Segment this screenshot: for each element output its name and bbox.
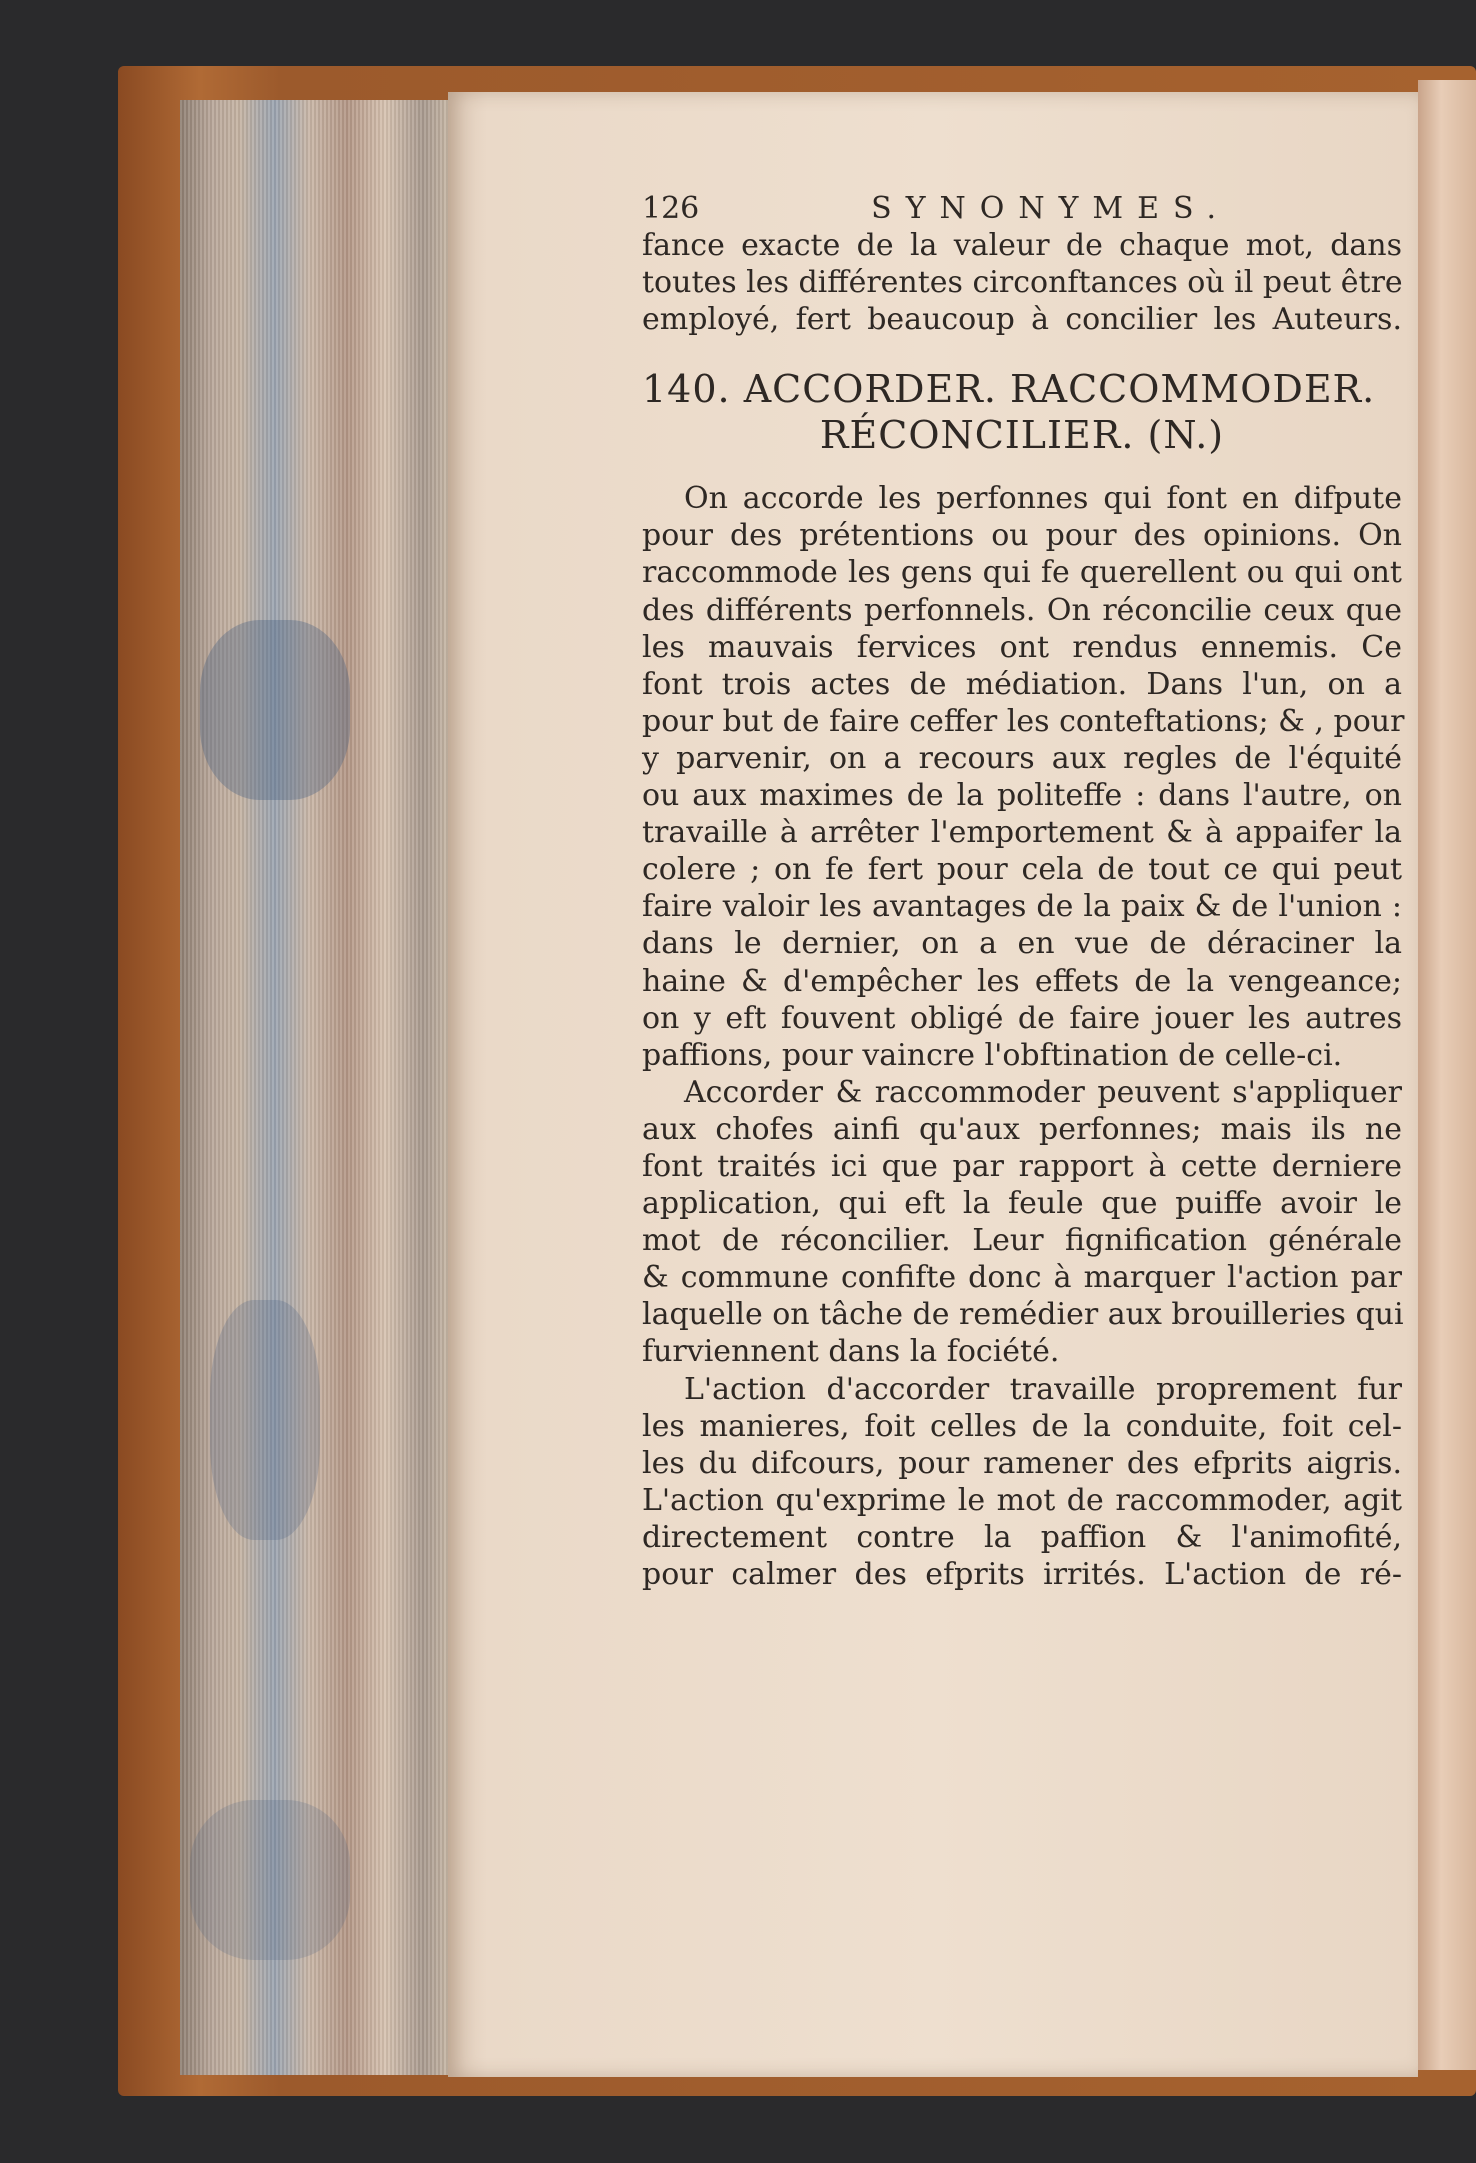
text-line: ou aux maximes de la politeffe : dans l'autre, on	[642, 778, 1402, 814]
page-number: 126	[642, 191, 700, 226]
text-line: pour but de faire ceffer les conteftations; & , pour	[642, 703, 1405, 739]
text-line: mot de réconcilier. Leur fignification générale	[642, 1223, 1402, 1259]
text-line: L'action qu'exprime le mot de raccommoder, agit	[642, 1482, 1402, 1518]
intro-paragraph	[642, 227, 1402, 338]
text-line: & commune confifte donc à marquer l'action par	[642, 1260, 1402, 1296]
paragraph-1	[642, 480, 1405, 1074]
text-line: directement contre la paffion & l'animofité,	[642, 1519, 1402, 1555]
page-text	[642, 190, 1405, 1593]
text-line: faire valoir les avantages de la paix & de l'union :	[642, 889, 1402, 925]
text-line: y parvenir, on a recours aux regles de l'équité	[642, 740, 1402, 776]
page-edges	[180, 100, 450, 2075]
paragraph-3	[642, 1371, 1402, 1594]
text-line: font trois actes de médiation. Dans l'un, on a	[642, 666, 1402, 702]
edge-stain	[210, 1300, 320, 1540]
text-line: les mauvais fervices ont rendus ennemis. Ce	[642, 629, 1402, 665]
paragraph-2	[642, 1074, 1402, 1371]
article-heading-line: RÉCONCILIER. (N.)	[819, 413, 1225, 458]
running-head	[642, 190, 1402, 227]
text-line: les manieres, foit celles de la conduite, foit cel-	[642, 1408, 1402, 1444]
facing-page-edge	[1418, 80, 1476, 2070]
text-line: des différents perfonnels. On réconcilie ceux que	[642, 592, 1402, 628]
text-line: on y eft fouvent obligé de faire jouer les autres	[642, 1000, 1402, 1036]
text-line: L'action d'accorder travaille proprement fur	[684, 1371, 1402, 1407]
text-line: employé, fert beaucoup à concilier les Auteurs.	[642, 302, 1402, 338]
text-line: les du difcours, pour ramener des efprits aigris.	[642, 1445, 1402, 1481]
running-title: SYNONYMES.	[871, 191, 1231, 226]
text-line: haine & d'empêcher les effets de la vengeance;	[642, 963, 1402, 999]
text-line: colere ; on fe fert pour cela de tout ce qui peut	[642, 852, 1402, 888]
text-line: toutes les différentes circonftances où il peut être	[642, 265, 1403, 301]
text-line: dans le dernier, on a en vue de déraciner la	[642, 926, 1402, 962]
text-line: Accorder & raccommoder peuvent s'appliquer	[684, 1074, 1402, 1110]
text-line: application, qui eft la feule que puiffe avoir le	[642, 1186, 1402, 1222]
text-line: laquelle on tâche de remédier aux brouilleries qui	[642, 1297, 1404, 1333]
text-line: travaille à arrêter l'emportement & à appaifer la	[642, 815, 1402, 851]
text-line: font traités ici que par rapport à cette derniere	[642, 1148, 1402, 1184]
text-line: furviennent dans la fociété.	[642, 1334, 1060, 1370]
text-line: On accorde les perfonnes qui font en difpute	[684, 481, 1402, 517]
text-line: pour des prétentions ou pour des opinions. On	[642, 518, 1402, 554]
edge-stain	[200, 620, 350, 800]
article-heading-line: 140. ACCORDER. RACCOMMODER.	[642, 367, 1376, 412]
article-heading	[642, 366, 1402, 458]
edge-stain	[190, 1800, 350, 1960]
text-line: pour calmer des efprits irrités. L'action de ré-	[642, 1557, 1402, 1592]
text-line: aux chofes ainfi qu'aux perfonnes; mais ils ne	[642, 1111, 1402, 1147]
text-line: paffions, pour vaincre l'obftination de celle-ci.	[642, 1037, 1343, 1073]
text-line: fance exacte de la valeur de chaque mot, dans	[642, 228, 1402, 263]
text-line: raccommode les gens qui fe querellent ou qui ont	[642, 555, 1402, 591]
